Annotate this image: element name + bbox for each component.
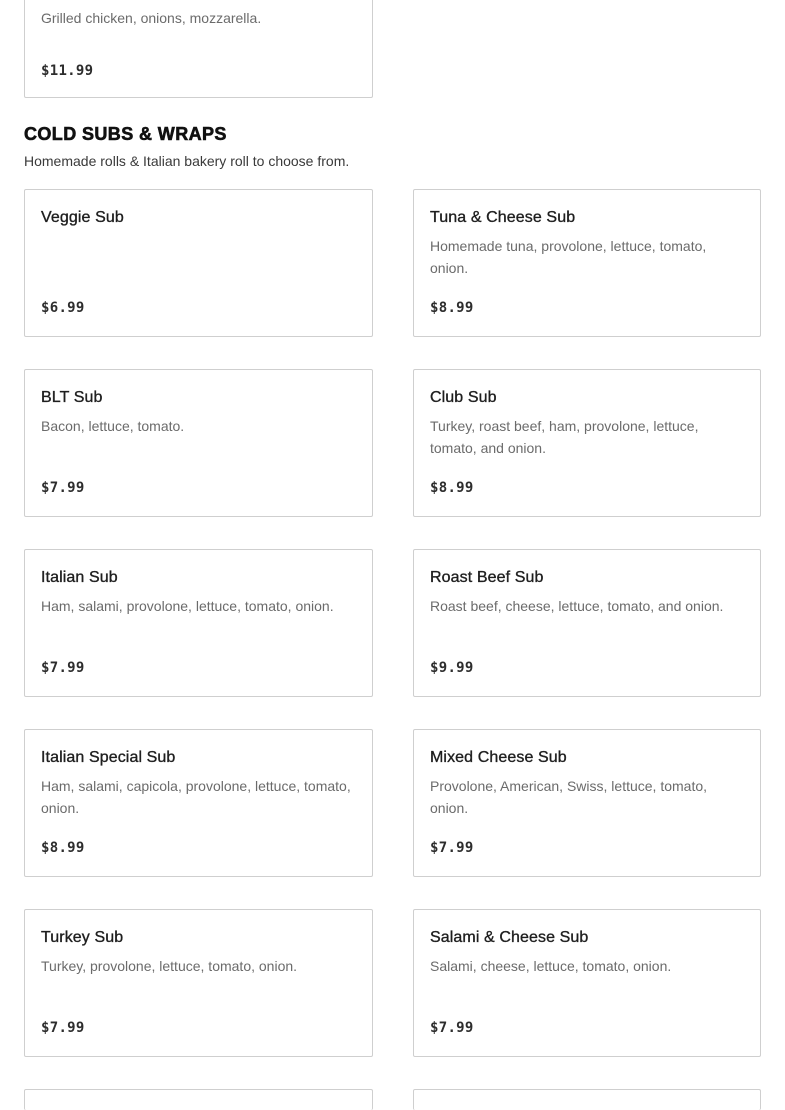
menu-item-name: Club Sub <box>430 389 497 406</box>
menu-item-card[interactable] <box>24 189 373 337</box>
menu-item-card[interactable] <box>24 369 373 517</box>
menu-item-name: Roast Beef Sub <box>430 569 544 586</box>
menu-item-price: $11.99 <box>41 63 94 79</box>
menu-item-card[interactable] <box>24 1089 373 1110</box>
menu-item-description: Turkey, roast beef, ham, provolone, lettuce, tomato, and onion. <box>430 418 699 456</box>
menu-item-card[interactable] <box>413 1089 761 1110</box>
menu-item-name: Italian Sub <box>41 569 118 586</box>
menu-item-price: $8.99 <box>430 300 474 316</box>
menu-item-price: $7.99 <box>430 1020 474 1036</box>
menu-item-name: Turkey Sub <box>41 929 124 946</box>
menu-item-card[interactable] <box>413 729 761 877</box>
menu-item-name: Mixed Cheese Sub <box>430 749 567 766</box>
menu-item-card[interactable] <box>413 909 761 1057</box>
menu-item-price: $7.99 <box>430 840 474 856</box>
menu-item-price: $8.99 <box>430 480 474 496</box>
menu-item-card[interactable] <box>24 549 373 697</box>
menu-item-price: $6.99 <box>41 300 85 316</box>
menu-item-description: Ham, salami, provolone, lettuce, tomato, onion. <box>41 598 334 614</box>
section-subtitle: Homemade rolls & Italian bakery roll to choose from. <box>24 153 350 169</box>
menu-item-card[interactable] <box>24 729 373 877</box>
menu-item-price: $7.99 <box>41 1020 85 1036</box>
menu-item-name: Italian Special Sub <box>41 749 176 766</box>
menu-item-description: Roast beef, cheese, lettuce, tomato, and onion. <box>430 598 724 614</box>
menu-item-price: $9.99 <box>430 660 474 676</box>
menu-item-description: Homemade tuna, provolone, lettuce, tomato, onion. <box>430 238 707 276</box>
menu-item-card[interactable] <box>413 369 761 517</box>
menu-item-description: Turkey, provolone, lettuce, tomato, onion. <box>41 958 298 974</box>
menu-item-card[interactable] <box>413 189 761 337</box>
section-title: COLD SUBS & WRAPS <box>24 124 227 144</box>
menu-item-description: Grilled chicken, onions, mozzarella. <box>41 10 262 26</box>
menu-item-name: Salami & Cheese Sub <box>430 929 589 946</box>
menu-item-price: $7.99 <box>41 660 85 676</box>
menu-item-card[interactable] <box>24 0 373 98</box>
menu-item-description: Provolone, American, Swiss, lettuce, tomato, onion. <box>430 778 708 816</box>
menu-item-description: Bacon, lettuce, tomato. <box>41 418 185 434</box>
menu-item-name: Veggie Sub <box>41 209 124 226</box>
menu-item-name: Tuna & Cheese Sub <box>430 209 576 226</box>
menu-item-price: $7.99 <box>41 480 85 496</box>
menu-item-price: $8.99 <box>41 840 85 856</box>
menu-item-card[interactable] <box>413 549 761 697</box>
menu-item-description: Ham, salami, capicola, provolone, lettuce, tomato, onion. <box>41 778 351 816</box>
menu-item-name: BLT Sub <box>41 389 103 406</box>
menu-item-card[interactable] <box>24 909 373 1057</box>
menu-item-description: Salami, cheese, lettuce, tomato, onion. <box>430 958 672 974</box>
